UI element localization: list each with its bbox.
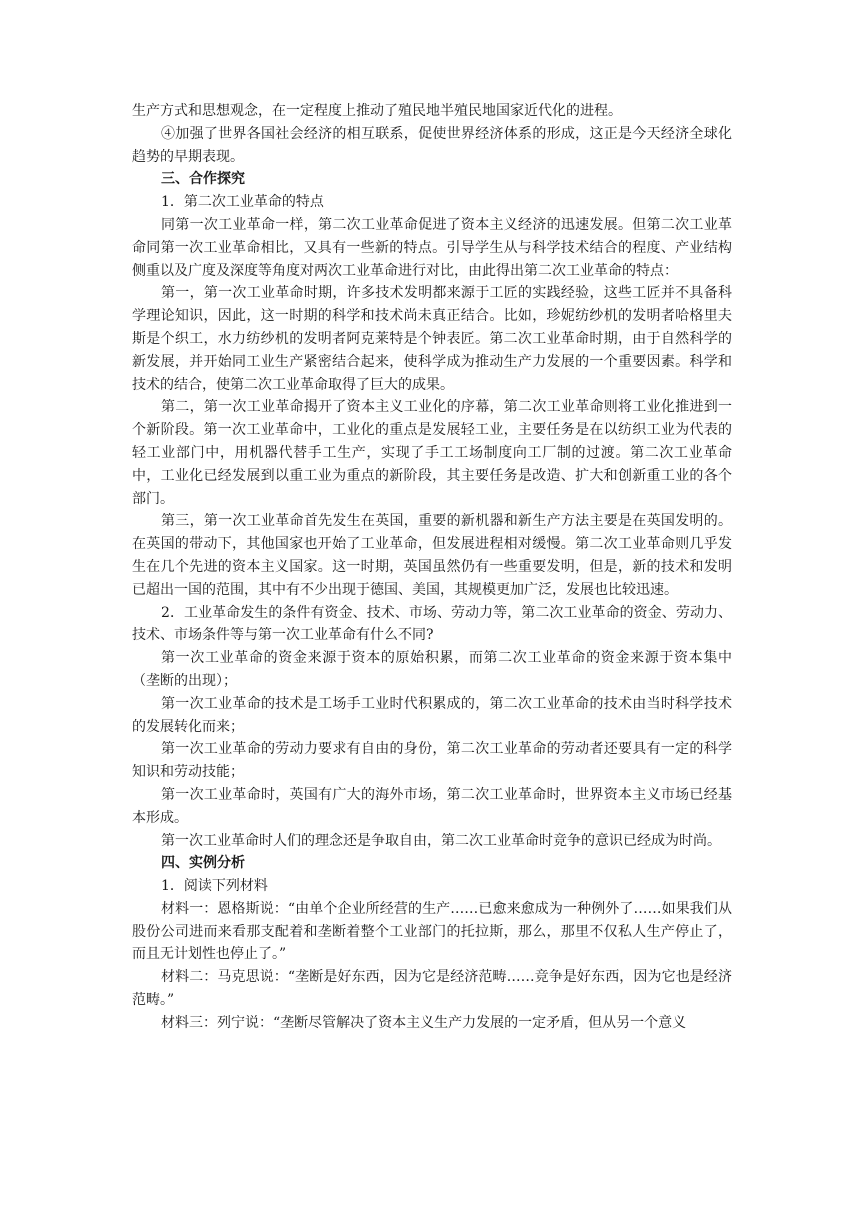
document-page xyxy=(132,100,732,1035)
quote-paragraph: 材料三：列宁说：“垄断尽管解决了资本主义生产力发展的一定矛盾，但从另一个意义 xyxy=(161,1014,687,1031)
paragraph: 同第一次工业革命一样，第二次工业革命促进了资本主义经济的迅速发展。但第二次工业革命同第一次工业革命相比，又具有一些新的特点。引导学生从与科学技术结合的程度、产业结构侧重以及广度及深度等角度对两次工业革命进行对比，由此得出第二次工业革命的特点： xyxy=(132,216,732,279)
paragraph: 第二，第一次工业革命揭开了资本主义工业化的序幕，第二次工业革命则将工业化推进到一个新阶段。第一次工业革命中，工业化的重点是发展轻工业，主要任务是在以纺织工业为代表的轻工业部门中，用机器代替手工生产，实现了手工工场制度向工厂制的过渡。第二次工业革命中，工业化已经发展到以重工业为重点的新阶段，其主要任务是改造、扩大和创新重工业的各个部门。 xyxy=(132,399,732,507)
paragraph: 第一，第一次工业革命时期，许多技术发明都来源于工匠的实践经验，这些工匠并不具备科学理论知识，因此，这一时期的科学和技术尚未真正结合。比如，珍妮纺纱机的发明者哈格里夫斯是个织工，水力纺纱机的发明者阿克莱特是个钟表匠。第二次工业革命时期，由于自然科学的新发展，并开始同工业生产紧密结合起来，使科学成为推动生产力发展的一个重要因素。科学和技术的结合，使第二次工业革命取得了巨大的成果。 xyxy=(132,285,732,393)
subsection-heading: 1．阅读下列材料 xyxy=(161,878,268,895)
section-heading: 三、合作探究 xyxy=(161,171,245,188)
quote-paragraph: 材料二：马克思说：“垄断是好东西，因为它是经济范畴……竞争是好东西，因为它也是经济范畴。” xyxy=(132,969,732,1009)
paragraph: 第一次工业革命时人们的理念还是争取自由，第二次工业革命时竞争的意识已经成为时尚。 xyxy=(161,832,721,849)
section-heading: 四、实例分析 xyxy=(161,855,245,872)
paragraph: 第一次工业革命的劳动力要求有自由的身份，第二次工业革命的劳动者还要具有一定的科学知识和劳动技能； xyxy=(132,741,732,781)
paragraph: 生产方式和思想观念，在一定程度上推动了殖民地半殖民地国家近代化的进程。 xyxy=(132,103,622,119)
question-paragraph: 2．工业革命发生的条件有资金、技术、市场、劳动力等，第二次工业革命的资金、劳动力、技术、市场条件等与第一次工业革命有什么不同? xyxy=(132,604,732,644)
paragraph: 第一次工业革命的资金来源于资本的原始积累，而第二次工业革命的资金来源于资本集中（垄断的出现）； xyxy=(132,650,732,689)
quote-paragraph: 材料一：恩格斯说：“由单个企业所经营的生产……已愈来愈成为一种例外了……如果我们从股份公司进而来看那支配着和垄断着整个工业部门的托拉斯，那么，那里不仅私人生产停止了，而且无计划性也停止了。” xyxy=(132,900,732,963)
subsection-heading: 1．第二次工业革命的特点 xyxy=(161,194,324,211)
paragraph: 第三，第一次工业革命首先发生在英国，重要的新机器和新生产方法主要是在英国发明的。在英国的带动下，其他国家也开始了工业革命，但发展进程相对缓慢。第二次工业革命则几乎发生在几个先进的资本主义国家。这一时期，英国虽然仍有一些重要发明，但是，新的技术和发明已超出一国的范围，其中有不少出现于德国、美国，其规模更加广泛，发展也比较迅速。 xyxy=(132,513,732,598)
paragraph: ④加强了世界各国社会经济的相互联系，促使世界经济体系的形成，这正是今天经济全球化趋势的早期表现。 xyxy=(132,125,732,165)
paragraph: 第一次工业革命的技术是工场手工业时代积累成的，第二次工业革命的技术由当时科学技术的发展转化而来； xyxy=(132,695,732,735)
paragraph: 第一次工业革命时，英国有广大的海外市场，第二次工业革命时，世界资本主义市场已经基本形成。 xyxy=(132,786,732,826)
